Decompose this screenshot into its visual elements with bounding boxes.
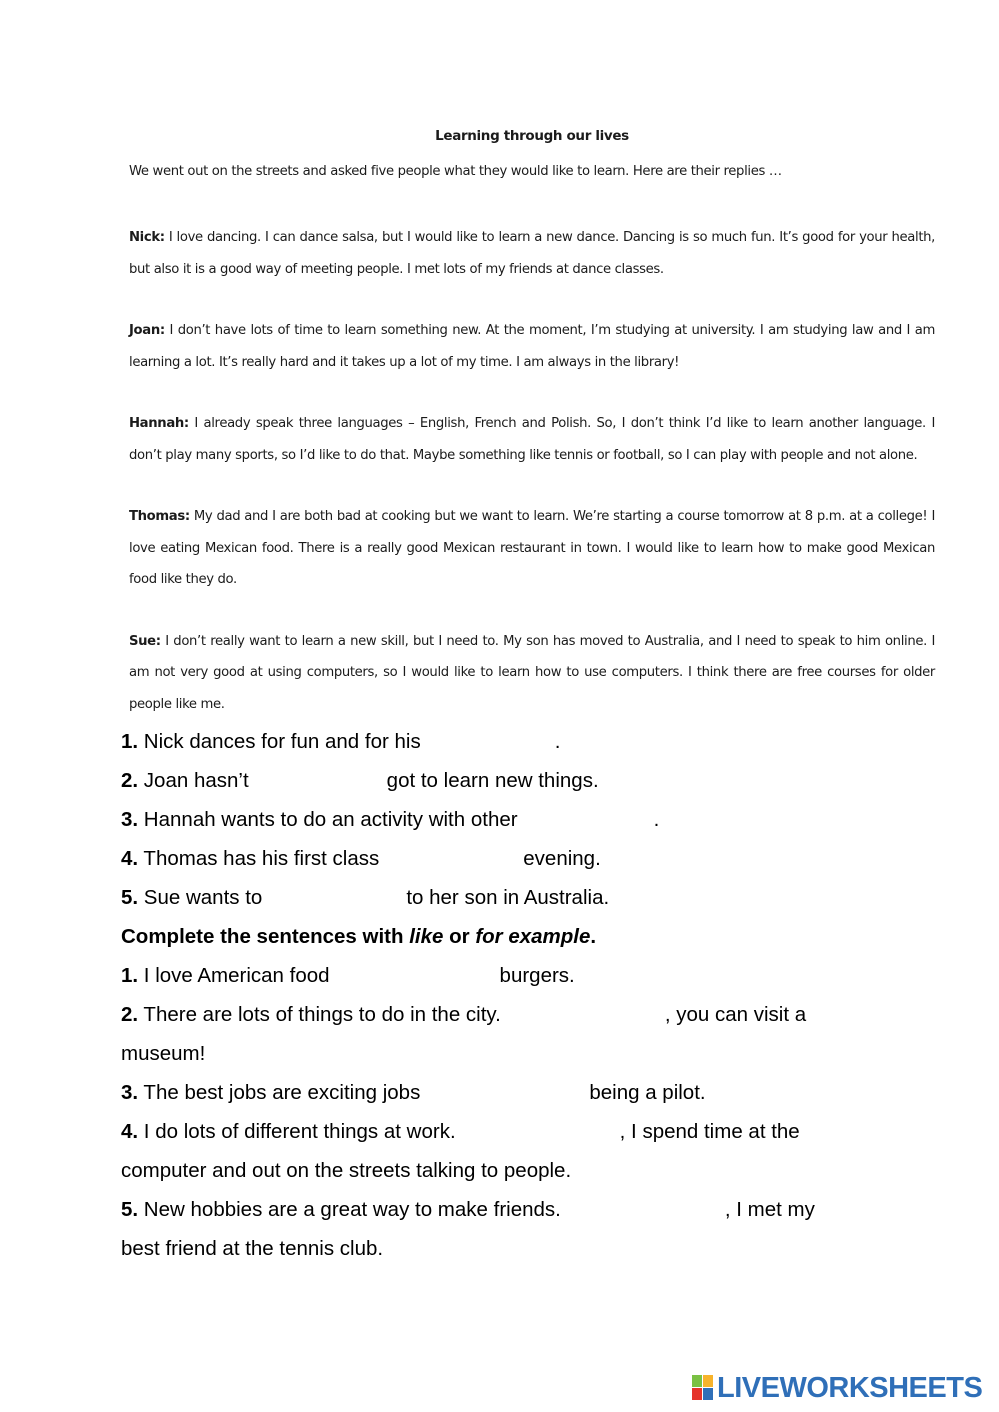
heading-end: . bbox=[590, 925, 597, 948]
heading-text: Complete the sentences with bbox=[121, 925, 410, 948]
paragraph-text: I already speak three languages – English, French and Polish. So, I don’t think I’d like to learn another language. I don’t play many sports, so I’d like to do that. Maybe something like tennis or football, so I can play with people and not alone. bbox=[129, 416, 935, 463]
question-text-end: to her son in Australia. bbox=[406, 886, 610, 909]
question-number: 5. bbox=[121, 1198, 139, 1221]
question-text: I love American food bbox=[138, 964, 330, 987]
question-text-end: . bbox=[554, 730, 561, 753]
heading-like: like bbox=[409, 925, 444, 948]
paragraph-text: I don’t have lots of time to learn something new. At the moment, I’m studying at university. I am studying law and I am learning a lot. It’s really hard and it takes up a lot of my time. I am always in the library! bbox=[129, 323, 935, 370]
question-text-end: . bbox=[653, 808, 660, 831]
reading-intro: We went out on the streets and asked five people what they would like to learn. Here are their replies … bbox=[129, 164, 782, 179]
heading-or: or bbox=[443, 925, 476, 948]
logo-square-red bbox=[692, 1388, 702, 1400]
question-text-end: burgers. bbox=[499, 964, 575, 987]
exercises bbox=[121, 722, 881, 1268]
logo-text: LIVEWORKSHEETS bbox=[717, 1371, 983, 1404]
question-number: 2. bbox=[121, 769, 139, 792]
question-text-end: got to learn new things. bbox=[386, 769, 599, 792]
speaker-name: Nick: bbox=[129, 230, 165, 245]
question-text-end: being a pilot. bbox=[589, 1081, 706, 1104]
paragraph-joan bbox=[129, 315, 935, 378]
question-1-4 bbox=[121, 839, 881, 878]
speaker-name: Joan: bbox=[129, 323, 165, 338]
question-number: 3. bbox=[121, 1081, 139, 1104]
paragraph-text: My dad and I are both bad at cooking but we want to learn. We’re starting a course tomorrow at 8 p.m. at a college! I love eating Mexican food. There is a really good Mexican restaurant in town. I would like to learn how to make good Mexican food like they do. bbox=[129, 509, 935, 587]
question-2-5 bbox=[121, 1190, 881, 1268]
paragraph-hannah bbox=[129, 408, 935, 471]
question-text: Nick dances for fun and for his bbox=[138, 730, 421, 753]
question-number: 4. bbox=[121, 1120, 139, 1143]
paragraph-text: I love dancing. I can dance salsa, but I would like to learn a new dance. Dancing is so much fun. It’s good for your health, but also it is a good way of meeting people. I met lots of my friends at dance classes. bbox=[129, 230, 935, 277]
question-2-3 bbox=[121, 1073, 881, 1112]
question-1-2 bbox=[121, 761, 881, 800]
question-text: I do lots of different things at work. bbox=[138, 1120, 456, 1143]
question-text-wrap: museum! bbox=[121, 1042, 206, 1065]
liveworksheets-logo bbox=[692, 1373, 982, 1403]
paragraph-text: I don’t really want to learn a new skill, but I need to. My son has moved to Australia, and I need to speak to him online. I am not very good at using computers, so I would like to learn how to use computers. I think there are free courses for older people like me. bbox=[129, 633, 935, 712]
question-number: 1. bbox=[121, 730, 139, 753]
question-number: 5. bbox=[121, 886, 139, 909]
question-text: The best jobs are exciting jobs bbox=[138, 1081, 421, 1104]
question-text-end: , I met my bbox=[724, 1198, 815, 1221]
question-text: New hobbies are a great way to make friends. bbox=[138, 1198, 561, 1221]
question-number: 3. bbox=[121, 808, 139, 831]
question-text-end: , you can visit a bbox=[664, 1003, 807, 1026]
paragraph-nick bbox=[129, 222, 935, 285]
question-text-wrap: best friend at the tennis club. bbox=[121, 1237, 384, 1260]
heading-for-example: for example bbox=[475, 925, 591, 948]
question-text: Thomas has his first class bbox=[138, 847, 380, 870]
logo-mark-icon bbox=[692, 1375, 714, 1401]
question-number: 2. bbox=[121, 1003, 139, 1026]
question-1-1 bbox=[121, 722, 881, 761]
question-number: 4. bbox=[121, 847, 139, 870]
logo-square-green bbox=[692, 1375, 702, 1387]
question-text: Hannah wants to do an activity with other bbox=[138, 808, 518, 831]
question-text: Joan hasn’t bbox=[138, 769, 249, 792]
logo-square-yellow bbox=[703, 1375, 713, 1387]
reading-title: Learning through our lives bbox=[435, 128, 629, 144]
question-2-1 bbox=[121, 956, 881, 995]
question-text-wrap: computer and out on the streets talking to people. bbox=[121, 1159, 572, 1182]
question-text: Sue wants to bbox=[138, 886, 263, 909]
question-text-end: , I spend time at the bbox=[619, 1120, 800, 1143]
speaker-name: Sue: bbox=[129, 633, 161, 649]
question-text: There are lots of things to do in the city. bbox=[138, 1003, 501, 1026]
paragraph-thomas bbox=[129, 501, 935, 596]
question-number: 1. bbox=[121, 964, 139, 987]
question-2-2 bbox=[121, 995, 881, 1073]
reading-text bbox=[129, 128, 935, 750]
question-1-5 bbox=[121, 878, 881, 917]
logo-square-blue bbox=[703, 1388, 713, 1400]
speaker-name: Hannah: bbox=[129, 416, 189, 431]
speaker-name: Thomas: bbox=[129, 509, 190, 524]
question-2-4 bbox=[121, 1112, 881, 1190]
paragraph-sue bbox=[129, 626, 935, 721]
question-1-3 bbox=[121, 800, 881, 839]
section-heading bbox=[121, 917, 881, 956]
question-text-end: evening. bbox=[523, 847, 601, 870]
